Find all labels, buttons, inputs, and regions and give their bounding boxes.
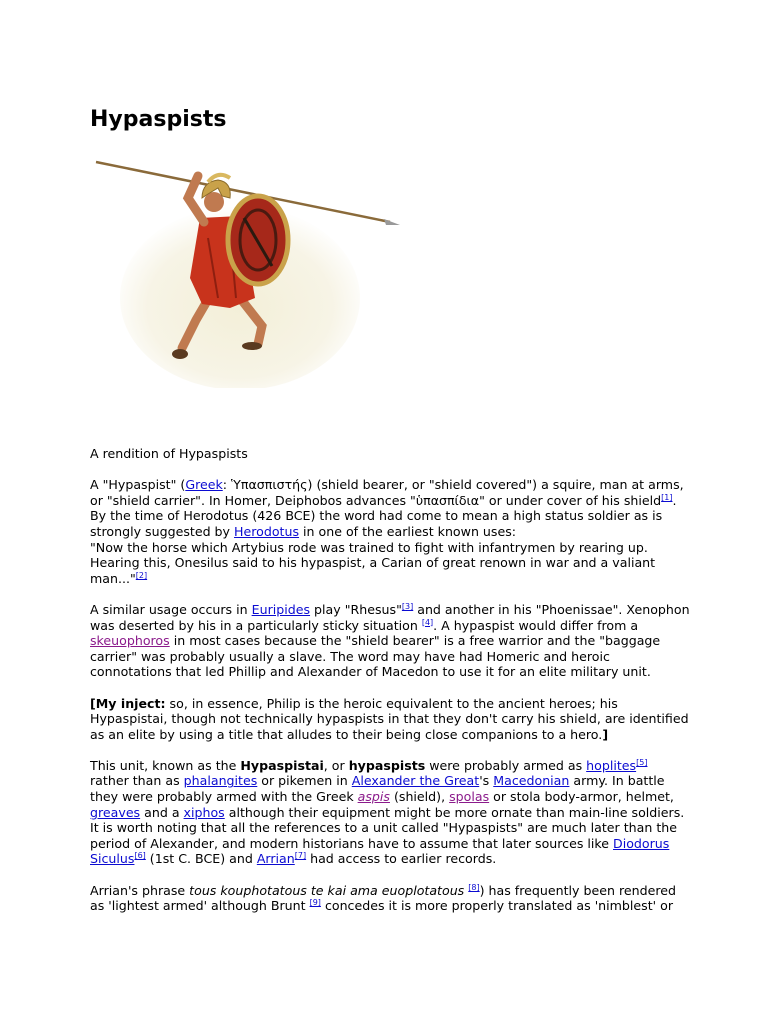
aspis-text: aspis	[357, 789, 390, 805]
link-xiphos[interactable]: xiphos	[183, 804, 225, 820]
text: (shield),	[389, 789, 450, 805]
text: Arrian's phrase	[90, 882, 190, 898]
text: . By the time of Herodotus (426 BCE) the word had come to mean a high status soldier as is strongly suggested by	[90, 492, 677, 539]
text: army. In battle they were probably armed with the Greek	[90, 773, 665, 805]
text: It is worth noting that all the references to a unit called "Hypaspists" are much later than the period of Alexander, and modern historians have to assume that later sources like	[90, 820, 677, 851]
text: A similar usage occurs in	[90, 601, 252, 617]
text: or stola body-armor, helmet,	[489, 789, 674, 805]
text: play "Rhesus"	[310, 601, 402, 617]
paragraph-usage	[90, 602, 690, 680]
text: although their equipment might be more ornate than main-line soldiers.	[224, 804, 685, 820]
ref-6[interactable]: [6]	[134, 851, 146, 861]
link-skeuophoros[interactable]: skeuophoros	[90, 633, 170, 649]
link-alexander-the-great[interactable]: Alexander the Great	[351, 773, 480, 789]
text: or pikemen in	[257, 773, 352, 789]
text: A "Hypaspist" (	[90, 477, 186, 493]
text: . A hypaspist would differ from a	[433, 617, 639, 633]
link-phalangites[interactable]: phalangites	[183, 773, 258, 789]
text: concedes it is more properly translated as 'nimblest' or	[320, 898, 673, 914]
ref-5[interactable]: [5]	[636, 757, 648, 767]
text: : Ὑπασπιστής) (shield bearer, or "shield covered") a squire, man at arms, or "shield carrier". In Homer, Deiphobos advances "ὑπασπίδια" or under cover of his shield	[90, 477, 684, 508]
text: in one of the earliest known uses:	[299, 523, 517, 539]
image-caption: A rendition of Hypaspists	[90, 446, 248, 461]
greek-phrase: tous kouphotatous te kai ama euoplotatous	[189, 882, 465, 898]
inject-close: ]	[602, 726, 609, 742]
ref-4[interactable]: [4]	[421, 617, 434, 627]
paragraph-unit	[90, 758, 690, 867]
spear-tip	[384, 219, 400, 225]
ref-7[interactable]: [7]	[294, 851, 307, 861]
article-body	[90, 446, 690, 929]
link-euripides[interactable]: Euripides	[251, 601, 311, 617]
text: in most cases because the "shield bearer" is a free warrior and the "baggage carrier" was probably usually a slave. The word may have had Homeric and heroic connotations that led Phillip and Alexander of Macedon to use it for an elite military unit.	[90, 633, 661, 680]
link-aspis[interactable]	[358, 789, 390, 804]
text: ) has frequently been rendered as 'lightest armed' although Brunt	[90, 882, 676, 914]
text: rather than as	[90, 773, 184, 789]
text: 's	[479, 773, 494, 789]
term-hypaspists: hypaspists	[348, 757, 426, 773]
paragraph-arrian-phrase	[90, 883, 690, 914]
herodotus-quote: "Now the horse which Artybius rode was trained to fight with infantrymen by rearing up. Hearing this, Onesilus said to his hypaspist, a Carian of great renown in war and a valiant man..."	[90, 539, 656, 586]
link-greaves[interactable]: greaves	[90, 804, 141, 820]
term-hypaspistai: Hypaspistai	[240, 757, 324, 773]
text: , or	[323, 757, 349, 773]
link-greek[interactable]: Greek	[185, 477, 223, 493]
paragraph-intro	[90, 477, 690, 586]
page-title: Hypaspists	[90, 107, 227, 132]
text: and a	[140, 804, 184, 820]
ref-8[interactable]: [8]	[468, 882, 480, 892]
link-herodotus[interactable]: Herodotus	[234, 523, 300, 539]
ref-9[interactable]: [9]	[309, 898, 321, 908]
link-hoplites[interactable]: hoplites	[586, 757, 637, 773]
ref-2[interactable]: [2]	[135, 570, 148, 580]
text: were probably armed as	[425, 757, 587, 773]
link-diodorus-siculus[interactable]: Diodorus Siculus	[90, 835, 670, 867]
link-macedonian[interactable]: Macedonian	[493, 773, 570, 789]
text: (1st C. BCE) and	[145, 851, 257, 867]
link-spolas[interactable]: spolas	[449, 789, 490, 805]
inject-open: [My inject:	[90, 695, 166, 711]
inject-body: so, in essence, Philip is the heroic equivalent to the ancient heroes; his Hypaspistai, though not technically hypaspists in that they don't carry his shield, are identified as an elite by using a title that alludes to their being close companions to a hero.	[90, 695, 689, 742]
link-arrian[interactable]: Arrian	[256, 851, 295, 867]
back-sandal	[242, 342, 262, 350]
text: This unit, known as the	[90, 757, 241, 773]
paragraph-inject	[90, 696, 690, 743]
ref-1[interactable]: [1]	[661, 492, 673, 502]
text: and another in his "Phoenissae". Xenophon was deserted by his in a particularly sticky situation	[90, 601, 690, 633]
front-sandal	[172, 349, 188, 359]
text: had access to earlier records.	[306, 851, 497, 867]
ref-3[interactable]: [3]	[401, 601, 414, 611]
hypaspist-illustration	[90, 148, 400, 388]
